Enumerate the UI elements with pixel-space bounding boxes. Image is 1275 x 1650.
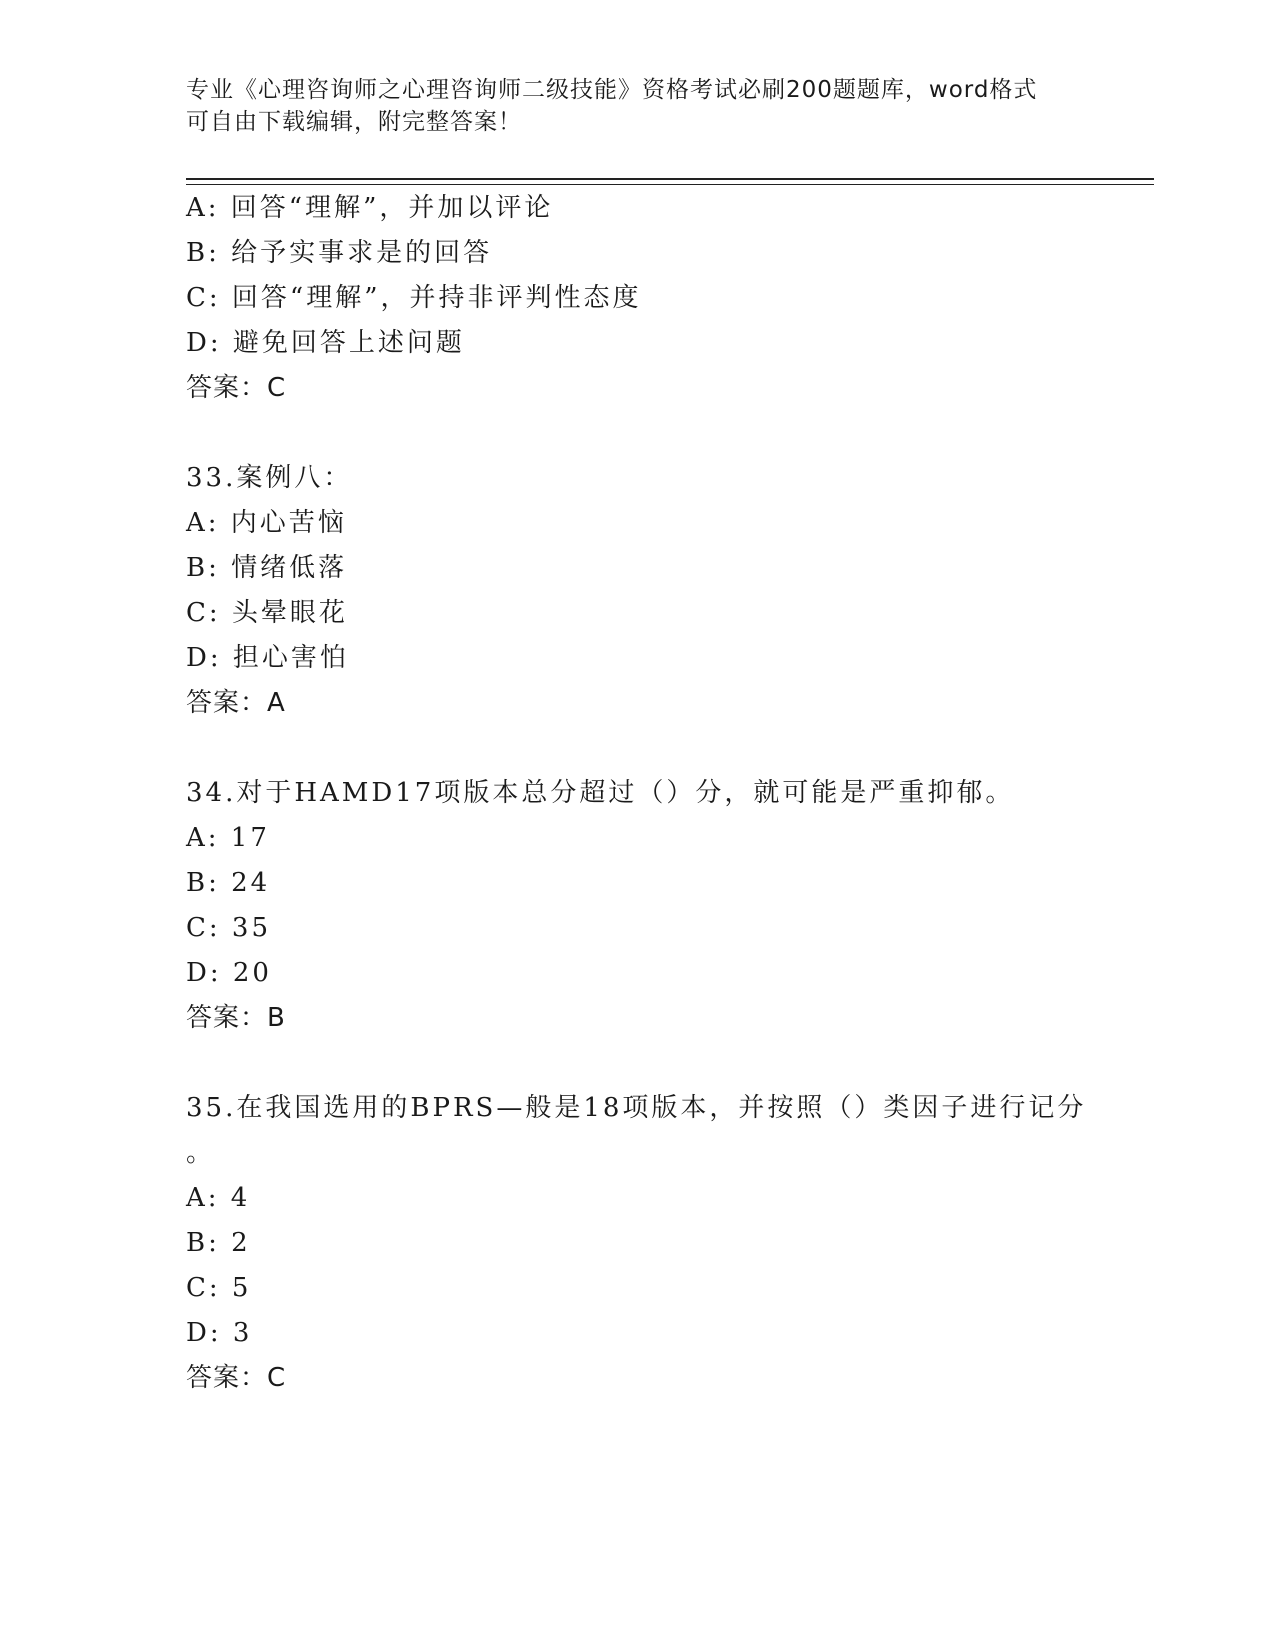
q33-option-d: D: 担心害怕 <box>186 643 349 673</box>
q33-option-c: C: 头晕眼花 <box>186 598 348 628</box>
q32-option-c: C: 回答“理解”，并持非评判性态度 <box>186 283 642 313</box>
q33-option-b: B: 情绪低落 <box>186 553 348 583</box>
q34-question: 34.对于HAMD17项版本总分超过（）分，就可能是严重抑郁。 <box>186 778 1015 808</box>
header-divider-bottom <box>186 184 1154 185</box>
header-line-1: 专业《心理咨询师之心理咨询师二级技能》资格考试必刷200题题库，word格式 <box>186 77 1038 103</box>
q35-option-c: C: 5 <box>186 1273 252 1303</box>
q35-option-a: A: 4 <box>186 1183 251 1213</box>
q35-question-line-2: 。 <box>186 1138 216 1168</box>
q35-option-d: D: 3 <box>186 1318 253 1348</box>
q34-option-a: A: 17 <box>186 823 270 853</box>
q33-question: 33.案例八： <box>186 463 353 493</box>
q35-question-line-1: 35.在我国选用的BPRS—般是18项版本，并按照（）类因子进行记分 <box>186 1093 1087 1123</box>
q34-option-b: B: 24 <box>186 868 271 898</box>
q32-answer: 答案：C <box>186 373 287 403</box>
q33-option-a: A: 内心苦恼 <box>186 508 347 538</box>
header-divider-top <box>186 178 1154 180</box>
q34-option-c: C: 35 <box>186 913 272 943</box>
q35-option-b: B: 2 <box>186 1228 251 1258</box>
q32-option-b: B: 给予实事求是的回答 <box>186 238 493 268</box>
header-line-2: 可自由下载编辑，附完整答案！ <box>186 109 522 135</box>
q32-option-d: D: 避免回答上述问题 <box>186 328 465 358</box>
document-header <box>186 74 1066 138</box>
q34-answer: 答案：B <box>186 1003 286 1033</box>
q32-option-a: A: 回答“理解”，并加以评论 <box>186 193 554 223</box>
q33-answer: 答案：A <box>186 688 286 718</box>
q34-option-d: D: 20 <box>186 958 272 988</box>
q35-answer: 答案：C <box>186 1363 287 1393</box>
